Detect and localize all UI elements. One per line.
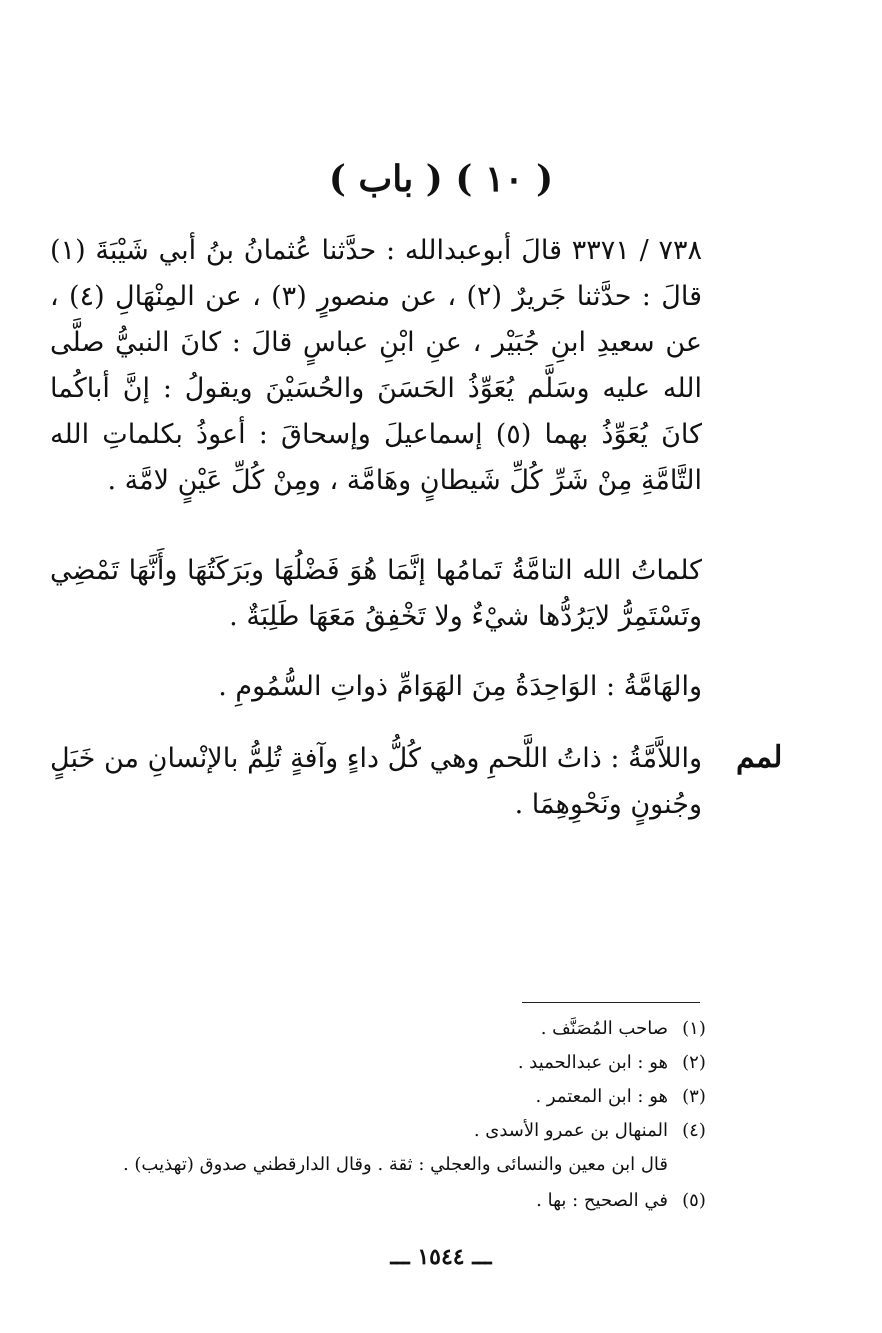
footnote-number: (٥)	[682, 1190, 706, 1211]
margin-keyword: لمم	[736, 740, 783, 775]
footnote-text: صاحب المُصَنَّف .	[540, 1018, 668, 1039]
footnote-text: المنهال بن عمرو الأسدى .	[473, 1120, 668, 1141]
footnote-number: (٣)	[682, 1086, 706, 1107]
chapter-title: ( ١٠ ) ( باب )	[328, 158, 554, 200]
footnote-text: هو : ابن المعتمر .	[535, 1086, 668, 1107]
footnote-number: (٤)	[682, 1120, 706, 1141]
page-number: ـــ ١٥٤٤ ـــ	[390, 1244, 492, 1270]
footnotes	[30, 1018, 720, 1224]
definition-paragraph-3: واللاَّمَّةُ : ذاتُ اللَّحمِ وهي كُلُّ داءٍ وآفةٍ تُلِمُّ بالإنْسانِ من خَبَلٍ وجُنونٍ ونَحْوِهِمَا .	[50, 743, 702, 820]
hadith-paragraph: ٧٣٨ / ٣٣٧١ قالَ أبوعبدالله : حدَّثنا عُثمانُ بنُ أبي شَيْبَةَ (١) قالَ : حدَّثنا جَريرٌ (٢) ، عن منصورٍ (٣) ، عن المِنْهَالِ (٤) ، عن سعيدِ ابنِ جُبَيْر ، عنِ ابْنِ عباسٍ قالَ : كانَ النبيُّ صلَّى الله عليه وسَلَّم يُعَوِّذُ الحَسَنَ والحُسَيْنَ ويقولُ : إنَّ أباكُما كانَ يُعَوِّذُ بهما (٥) إسماعيلَ وإسحاقَ : أعوذُ بكلماتِ الله التَّامَّةِ مِنْ شَرِّ كُلِّ شَيطانٍ وهَامَّة ، ومِنْ كُلِّ عَيْنٍ لامَّة .	[50, 235, 703, 496]
footnote-number: (١)	[682, 1018, 706, 1039]
footnote-text: هو : ابن عبدالحميد .	[517, 1052, 668, 1073]
footnote-4	[30, 1120, 720, 1154]
footnote-separator	[522, 1002, 700, 1003]
definition-paragraph-2: والهَامَّةُ : الوَاحِدَةُ مِنَ الهَوَامِّ ذواتِ السُّمُومِ .	[218, 671, 702, 702]
footnote-text: قال ابن معين والنسائى والعجلي : ثقة . وقال الدارقطني صدوق (تهذيب) .	[122, 1154, 668, 1175]
footnote-3	[30, 1086, 720, 1120]
footnote-2	[30, 1052, 720, 1086]
footnote-5	[30, 1190, 720, 1224]
definition-paragraph-1: كلماتُ الله التامَّةُ تَمامُها إنَّمَا هُوَ فَضْلُهَا وبَرَكَتُهَا وأَنَّهَا تَمْضِي وتَسْتَمِرُّ لايَرُدُّها شيْءٌ ولا تَخْفِقُ مَعَهَا طَلِبَةٌ .	[50, 555, 702, 632]
footnote-4-continuation	[30, 1154, 720, 1190]
footnote-1	[30, 1018, 720, 1052]
footnote-text: في الصحيح : بها .	[536, 1190, 668, 1211]
footnote-number: (٢)	[682, 1052, 706, 1073]
